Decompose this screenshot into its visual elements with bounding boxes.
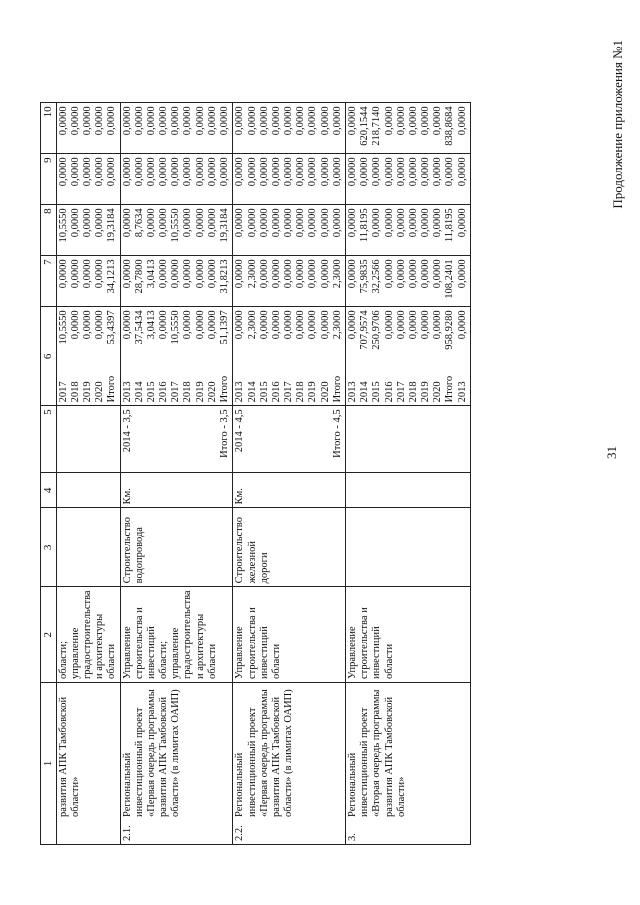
total-value: 0,0000 [234, 310, 246, 340]
total-value: 250,9706 [371, 310, 383, 350]
funding-value: 0,0000 [182, 259, 194, 289]
funding-value: 0,0000 [407, 259, 419, 289]
funding-value: 0,0000 [121, 106, 133, 136]
funding-value: 0,0000 [69, 157, 81, 187]
funding-value: 0,0000 [319, 208, 331, 238]
total-value: 707,9574 [359, 310, 371, 350]
year-label: 2013 [347, 381, 359, 403]
year-label: 2019 [194, 381, 206, 403]
total-value: 0,0000 [295, 310, 307, 340]
total-value: 0,0000 [432, 310, 444, 340]
executor-cell: Управление строительства и инвестиций области [346, 587, 471, 683]
funding-value: 0,0000 [407, 208, 419, 238]
year-label: 2014 [359, 381, 371, 403]
funding-value: 0,0000 [82, 208, 94, 238]
period-cell [56, 406, 120, 473]
funding-value: 0,0000 [444, 157, 456, 187]
total-value: 0,0000 [283, 310, 295, 340]
funding-value: 0,0000 [121, 157, 133, 187]
funding-source-cell [346, 154, 471, 205]
funding-value: 0,0000 [307, 157, 319, 187]
funding-value: 19,3184 [218, 208, 230, 243]
funding-value: 31,8213 [218, 259, 230, 294]
funding-source-cell [233, 205, 346, 256]
executor-cell: Управление строительства и инвестиций области [233, 587, 346, 683]
funding-value: 32,2566 [371, 259, 383, 294]
funding-source-cell [56, 205, 120, 256]
funding-value: 108,2401 [444, 259, 456, 299]
funding-value: 0,0000 [121, 208, 133, 238]
funding-source-cell [56, 103, 120, 154]
funding-value: 0,0000 [270, 157, 282, 187]
funding-value: 0,0000 [246, 157, 258, 187]
table-row [56, 103, 120, 845]
funding-value: 0,0000 [69, 106, 81, 136]
funding-value: 0,0000 [295, 106, 307, 136]
funding-value: 0,0000 [383, 106, 395, 136]
period-cell [120, 406, 233, 473]
year-label: 2017 [395, 381, 407, 403]
funding-source-cell [120, 205, 233, 256]
funding-value: 0,0000 [407, 106, 419, 136]
column-header-10: 10 [41, 103, 57, 154]
funding-value: 0,0000 [57, 157, 69, 187]
funding-value: 0,0000 [57, 106, 69, 136]
action-cell [56, 508, 120, 587]
funding-value: 0,0000 [234, 106, 246, 136]
funding-value: 19,3184 [106, 208, 118, 243]
project-name: Региональный инвестиционный проект «Первая очередь программы развития АПК Тамбовской области» (в лимитах ОАИП) [121, 689, 182, 817]
project-name: развития АПК Тамбовской области» [57, 696, 81, 817]
year-label: 2018 [295, 381, 307, 403]
total-value: 0,0000 [194, 310, 206, 340]
funding-value: 0,0000 [407, 157, 419, 187]
unit-cell [56, 473, 120, 508]
period-value: 2014 - 3,5 [121, 409, 133, 453]
funding-value: 11,8195 [359, 208, 371, 243]
total-value: 51,1397 [218, 310, 230, 345]
total-value: 0,0000 [383, 310, 395, 340]
column-header-2: 2 [41, 587, 57, 683]
total-value: 53,4397 [106, 310, 118, 345]
funding-value: 0,0000 [158, 259, 170, 289]
total-value: 0,0000 [182, 310, 194, 340]
column-header-3: 3 [41, 508, 57, 587]
year-label: 2015 [258, 381, 270, 403]
funding-source-cell [120, 256, 233, 307]
funding-value: 218,7140 [371, 106, 383, 146]
year-label: 2013 [234, 381, 246, 403]
table-row [120, 103, 233, 845]
funding-value: 0,0000 [69, 259, 81, 289]
funding-value: 0,0000 [234, 157, 246, 187]
total-value: 0,0000 [456, 310, 468, 340]
year-label: 2018 [407, 381, 419, 403]
unit-cell: Км. [120, 473, 233, 508]
total-value: 10,5550 [57, 310, 69, 345]
total-value: 0,0000 [206, 310, 218, 340]
funding-value: 0,0000 [283, 157, 295, 187]
funding-value: 0,0000 [258, 259, 270, 289]
funding-value: 0,0000 [420, 106, 432, 136]
funding-value: 0,0000 [145, 208, 157, 238]
funding-value: 10,5550 [170, 208, 182, 243]
funding-value: 0,0000 [331, 106, 343, 136]
funding-value: 0,0000 [319, 157, 331, 187]
funding-value: 0,0000 [420, 259, 432, 289]
funding-value: 0,0000 [194, 208, 206, 238]
total-value: 0,0000 [82, 310, 94, 340]
project-name-cell [120, 683, 233, 845]
funding-value: 0,0000 [106, 106, 118, 136]
funding-value: 0,0000 [234, 208, 246, 238]
funding-value: 0,0000 [170, 157, 182, 187]
funding-value: 0,0000 [307, 106, 319, 136]
funding-value: 34,1213 [106, 259, 118, 294]
funding-source-cell [233, 256, 346, 307]
funding-value: 0,0000 [170, 106, 182, 136]
funding-value: 0,0000 [258, 157, 270, 187]
column-header-8: 8 [41, 205, 57, 256]
funding-value: 0,0000 [371, 208, 383, 238]
continuation-heading: Продолжение приложения №1 [610, 40, 625, 209]
project-name: Региональный инвестиционный проект «Первая очередь программы развития АПК Тамбовской области» (в лимитах ОАИП) [234, 689, 295, 817]
funding-value: 0,0000 [194, 106, 206, 136]
funding-total-cell [346, 307, 471, 406]
period-total: Итого - 4,5 [331, 409, 343, 458]
year-label: 2017 [283, 381, 295, 403]
funding-value: 0,0000 [158, 106, 170, 136]
funding-value: 0,0000 [359, 157, 371, 187]
column-header-1: 1 [41, 683, 57, 845]
total-value: 10,5550 [170, 310, 182, 345]
funding-total-cell [56, 307, 120, 406]
year-label: 2016 [270, 381, 282, 403]
funding-value: 0,0000 [395, 106, 407, 136]
funding-source-cell [233, 103, 346, 154]
funding-value: 0,0000 [395, 259, 407, 289]
funding-value: 0,0000 [158, 208, 170, 238]
total-value: 0,0000 [121, 310, 133, 340]
funding-value: 0,0000 [270, 259, 282, 289]
year-label: 2013 [456, 381, 468, 403]
funding-value: 8,7634 [133, 208, 145, 238]
year-label: 2016 [383, 381, 395, 403]
funding-source-cell [346, 256, 471, 307]
total-value: 0,0000 [407, 310, 419, 340]
funding-value: 0,0000 [432, 106, 444, 136]
funding-value: 0,0000 [456, 106, 468, 136]
funding-value: 0,0000 [133, 157, 145, 187]
funding-value: 0,0000 [218, 157, 230, 187]
funding-value: 0,0000 [270, 208, 282, 238]
funding-value: 0,0000 [347, 157, 359, 187]
funding-value: 0,0000 [432, 259, 444, 289]
total-value: 0,0000 [307, 310, 319, 340]
funding-value: 10,5550 [57, 208, 69, 243]
year-label: 2018 [182, 381, 194, 403]
funding-value: 0,0000 [395, 208, 407, 238]
funding-value: 0,0000 [121, 259, 133, 289]
executor-cell: области; управление градостроительства и архитектуры области [56, 587, 120, 683]
page-number: 31 [604, 446, 619, 459]
funding-source-cell [120, 103, 233, 154]
action-cell: Строительство железной дороги [233, 508, 346, 587]
year-label: 2020 [319, 381, 331, 403]
year-label: 2014 [133, 381, 145, 403]
funding-source-cell [56, 154, 120, 205]
funding-value: 0,0000 [206, 106, 218, 136]
funding-value: 0,0000 [270, 106, 282, 136]
program-table [40, 102, 471, 845]
funding-source-cell [346, 205, 471, 256]
funding-value: 0,0000 [94, 259, 106, 289]
funding-value: 0,0000 [258, 208, 270, 238]
funding-value: 0,0000 [383, 259, 395, 289]
column-header-5: 5 [41, 406, 57, 473]
funding-value: 0,0000 [218, 106, 230, 136]
total-value: 0,0000 [319, 310, 331, 340]
funding-value: 0,0000 [94, 157, 106, 187]
funding-value: 0,0000 [246, 106, 258, 136]
funding-value: 0,0000 [258, 106, 270, 136]
year-label: 2015 [371, 381, 383, 403]
row-number: 2.2. [234, 825, 246, 841]
funding-value: 0,0000 [347, 106, 359, 136]
column-header-7: 7 [41, 256, 57, 307]
total-value: 0,0000 [395, 310, 407, 340]
year-label: 2019 [82, 381, 94, 403]
funding-value: 0,0000 [307, 208, 319, 238]
funding-value: 0,0000 [432, 208, 444, 238]
funding-value: 0,0000 [194, 157, 206, 187]
funding-value: 28,7800 [133, 259, 145, 294]
funding-value: 0,0000 [133, 106, 145, 136]
funding-value: 2,3000 [246, 259, 258, 289]
total-value: 2,3000 [331, 310, 343, 340]
year-label: 2013 [121, 381, 133, 403]
funding-value: 0,0000 [145, 157, 157, 187]
funding-value: 0,0000 [371, 157, 383, 187]
funding-value: 838,8684 [444, 106, 456, 146]
funding-value: 0,0000 [234, 259, 246, 289]
funding-value: 0,0000 [347, 208, 359, 238]
total-value: 0,0000 [270, 310, 282, 340]
funding-value: 0,0000 [283, 208, 295, 238]
year-label: 2020 [94, 381, 106, 403]
row-number: 2.1. [121, 825, 133, 841]
funding-value: 0,0000 [456, 208, 468, 238]
unit-cell [346, 473, 471, 508]
funding-value: 0,0000 [194, 259, 206, 289]
funding-value: 3,0413 [145, 259, 157, 289]
total-value: 0,0000 [158, 310, 170, 340]
funding-value: 0,0000 [331, 208, 343, 238]
total-value: 0,0000 [347, 310, 359, 340]
funding-value: 0,0000 [383, 157, 395, 187]
header-row [41, 103, 57, 845]
year-label: 2017 [170, 381, 182, 403]
year-label: 2017 [57, 381, 69, 403]
funding-source-cell [56, 256, 120, 307]
total-value: 0,0000 [258, 310, 270, 340]
table-row [233, 103, 346, 845]
column-header-9: 9 [41, 154, 57, 205]
unit-cell: Км. [233, 473, 346, 508]
period-value: 2014 - 4,5 [234, 409, 246, 453]
funding-value: 0,0000 [94, 208, 106, 238]
funding-value: 0,0000 [145, 106, 157, 136]
total-value: 37,5434 [133, 310, 145, 345]
funding-value: 0,0000 [456, 259, 468, 289]
funding-value: 0,0000 [82, 259, 94, 289]
funding-value: 0,0000 [420, 157, 432, 187]
funding-value: 0,0000 [57, 259, 69, 289]
period-cell [233, 406, 346, 473]
year-label: 2016 [158, 381, 170, 403]
project-name: Региональный инвестиционный проект «Вторая очередь программы развития АПК Тамбовской области» [347, 689, 407, 817]
funding-source-cell [233, 154, 346, 205]
project-name-cell [56, 683, 120, 845]
funding-value: 0,0000 [94, 106, 106, 136]
funding-value: 0,0000 [170, 259, 182, 289]
total-value: 3,0413 [145, 310, 157, 340]
period-total: Итого - 3,5 [219, 409, 231, 458]
funding-value: 0,0000 [395, 157, 407, 187]
funding-value: 0,0000 [347, 259, 359, 289]
funding-value: 0,0000 [420, 208, 432, 238]
table-body [56, 103, 470, 845]
year-label: Итого [218, 375, 230, 403]
year-label: 2019 [307, 381, 319, 403]
funding-value: 0,0000 [206, 157, 218, 187]
funding-value: 0,0000 [307, 259, 319, 289]
funding-value: 11,8195 [444, 208, 456, 243]
total-value: 0,0000 [69, 310, 81, 340]
funding-value: 0,0000 [82, 157, 94, 187]
funding-value: 0,0000 [432, 157, 444, 187]
funding-value: 0,0000 [319, 106, 331, 136]
funding-total-cell [120, 307, 233, 406]
total-value: 2,3000 [246, 310, 258, 340]
funding-source-cell [346, 103, 471, 154]
funding-value: 0,0000 [69, 208, 81, 238]
funding-source-cell [120, 154, 233, 205]
funding-value: 0,0000 [295, 208, 307, 238]
funding-value: 0,0000 [319, 259, 331, 289]
funding-value: 0,0000 [206, 208, 218, 238]
funding-value: 0,0000 [331, 157, 343, 187]
funding-value: 0,0000 [295, 157, 307, 187]
funding-value: 0,0000 [182, 157, 194, 187]
year-label: 2014 [246, 381, 258, 403]
table-row [346, 103, 471, 845]
action-cell: Строительство водопровода [120, 508, 233, 587]
year-label: 2015 [145, 381, 157, 403]
funding-value: 0,0000 [283, 106, 295, 136]
funding-value: 0,0000 [383, 208, 395, 238]
project-name-cell [346, 683, 471, 845]
column-header-4: 4 [41, 473, 57, 508]
funding-value: 0,0000 [206, 259, 218, 289]
funding-value: 0,0000 [158, 157, 170, 187]
year-label: Итого [106, 375, 118, 403]
funding-value: 2,3000 [331, 259, 343, 289]
action-cell [346, 508, 471, 587]
funding-value: 75,9835 [359, 259, 371, 294]
funding-value: 0,0000 [82, 106, 94, 136]
funding-total-cell [233, 307, 346, 406]
year-label: 2020 [206, 381, 218, 403]
total-value: 0,0000 [420, 310, 432, 340]
year-label: Итого [331, 375, 343, 403]
column-header-6: 6 [41, 307, 57, 406]
period-cell [346, 406, 471, 473]
project-name-cell [233, 683, 346, 845]
funding-value: 0,0000 [295, 259, 307, 289]
funding-value: 0,0000 [182, 208, 194, 238]
funding-value: 0,0000 [456, 157, 468, 187]
year-label: Итого [444, 375, 456, 403]
total-value: 0,0000 [94, 310, 106, 340]
funding-value: 0,0000 [246, 208, 258, 238]
year-label: 2019 [420, 381, 432, 403]
row-number: 3. [347, 833, 359, 841]
total-value: 958,9280 [444, 310, 456, 350]
funding-value: 620,1544 [359, 106, 371, 146]
year-label: 2020 [432, 381, 444, 403]
year-label: 2018 [69, 381, 81, 403]
funding-value: 0,0000 [182, 106, 194, 136]
executor-cell: Управление строительства и инвестиций области; управление градостроительства и архитектуры области [120, 587, 233, 683]
funding-value: 0,0000 [106, 157, 118, 187]
funding-value: 0,0000 [283, 259, 295, 289]
